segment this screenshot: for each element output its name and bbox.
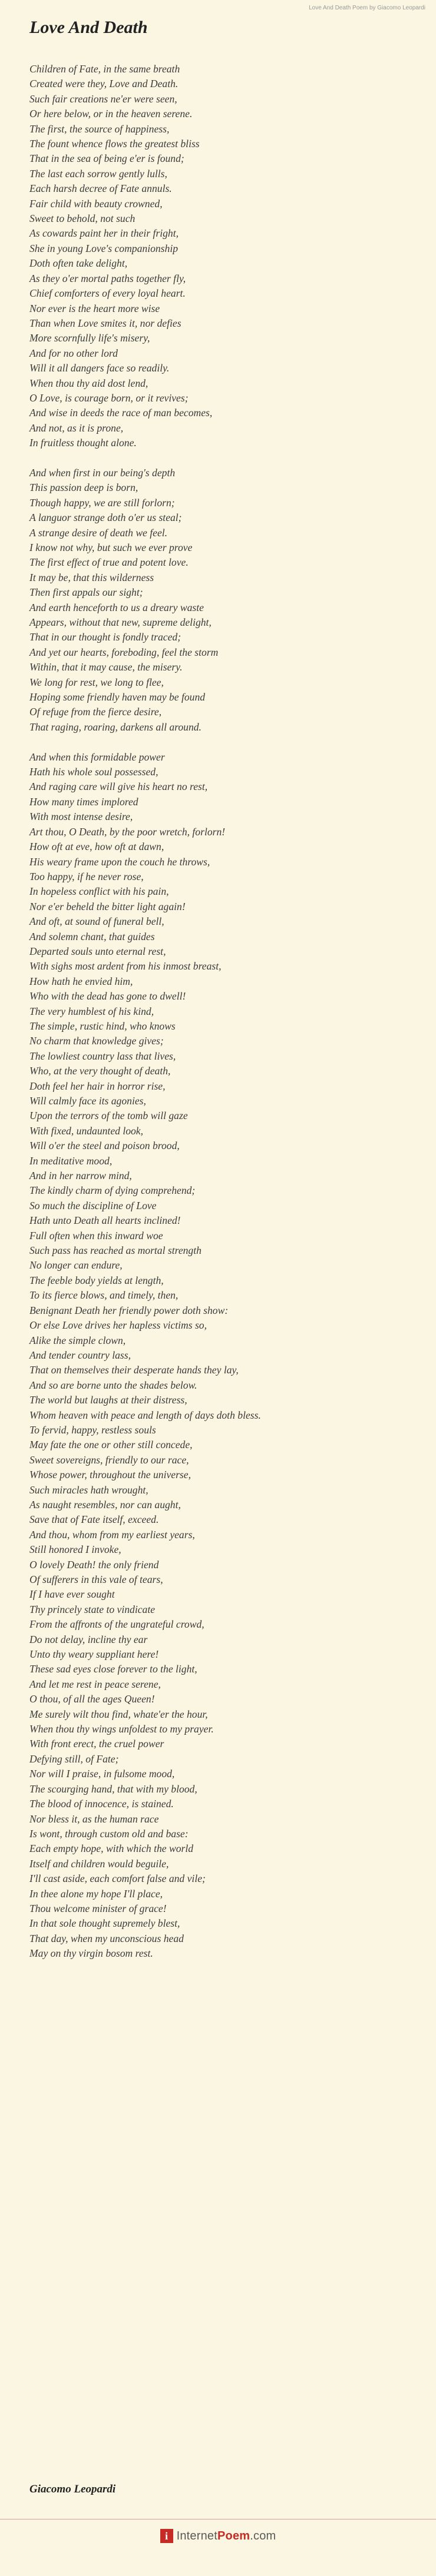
poem-line: Art thou, O Death, by the poor wretch, forlorn! xyxy=(29,825,226,838)
poem-line: Hoping some friendly haven may be found xyxy=(29,691,206,703)
poem-line: Each empty hope, with which the world xyxy=(29,1843,194,1855)
poem-line: More scornfully life's misery, xyxy=(29,332,150,344)
poem-line: I'll cast aside, each comfort false and vile; xyxy=(29,1873,206,1885)
poem-line: With front erect, the cruel power xyxy=(29,1738,164,1750)
poem-line: Than when Love smites it, nor defies xyxy=(29,317,181,329)
poem-title: Love And Death xyxy=(29,18,148,37)
poem-line: And wise in deeds the race of man becomes, xyxy=(29,407,213,419)
logo-mark-icon: i xyxy=(160,2529,173,2543)
poem-line: And when this formidable power xyxy=(29,751,165,763)
poem-line: And oft, at sound of funeral bell, xyxy=(29,915,164,928)
poem-line: O Love, is courage born, or it revives; xyxy=(29,391,189,404)
poem-line: When thou thy wings unfoldest to my prayer. xyxy=(29,1723,214,1735)
poem-line: And for no other lord xyxy=(29,347,118,359)
poem-line: As cowards paint her in their fright, xyxy=(29,227,179,240)
poem-line: In meditative mood, xyxy=(29,1154,113,1167)
poem-line: The fount whence flows the greatest bliss xyxy=(29,138,200,150)
logo-text xyxy=(177,2529,276,2543)
poem-line: That day, when my unconscious head xyxy=(29,1932,184,1944)
poem-line: Or here below, or in the heaven serene. xyxy=(29,108,193,120)
poem-line: Sweet sovereigns, friendly to our race, xyxy=(29,1453,189,1466)
poem-stanza xyxy=(29,466,418,735)
poem-line: Fair child with beauty crowned, xyxy=(29,197,163,210)
poem-line: Children of Fate, in the same breath xyxy=(29,63,180,75)
poem-line: I know not why, but such we ever prove xyxy=(29,541,193,553)
poem-line: In thee alone my hope I'll place, xyxy=(29,1887,163,1900)
poem-line: Then first appals our sight; xyxy=(29,586,143,599)
poem-line: And thou, whom from my earliest years, xyxy=(29,1528,195,1541)
poem-line: The first effect of true and potent love. xyxy=(29,556,189,569)
poem-line: Nor will I praise, in fulsome mood, xyxy=(29,1768,175,1780)
poem-line: Nor bless it, as the human race xyxy=(29,1813,159,1825)
poem-line: How hath he envied him, xyxy=(29,975,133,987)
poem-line: And raging care will give his heart no rest, xyxy=(29,781,208,793)
logo-prefix: Internet xyxy=(176,2529,218,2542)
poem-line: Alike the simple clown, xyxy=(29,1334,126,1346)
poem-line: Such pass has reached as mortal strength xyxy=(29,1244,202,1257)
poem-line: With most intense desire, xyxy=(29,811,133,823)
poem-line: If I have ever sought xyxy=(29,1588,115,1601)
poem-line: These sad eyes close forever to the light, xyxy=(29,1663,197,1675)
poem-line: In that sole thought supremely blest, xyxy=(29,1917,180,1930)
poem-line: The kindly charm of dying comprehend; xyxy=(29,1184,196,1197)
poem-line: Within, that it may cause, the misery. xyxy=(29,661,183,673)
poem-line: As naught resembles, nor can aught, xyxy=(29,1498,181,1511)
poem-line: This passion deep is born, xyxy=(29,482,138,494)
poem-line: Of refuge from the fierce desire, xyxy=(29,706,162,718)
poem-line: Or else Love drives her hapless victims so, xyxy=(29,1319,207,1332)
poem-line: And in her narrow mind, xyxy=(29,1170,132,1182)
poem-line: O lovely Death! the only friend xyxy=(29,1558,159,1571)
poem-line: To fervid, happy, restless souls xyxy=(29,1423,156,1436)
poem-body xyxy=(29,62,418,1976)
poem-line: Such miracles hath wrought, xyxy=(29,1483,148,1496)
poem-line: May on thy virgin bosom rest. xyxy=(29,1947,153,1960)
poem-line: With fixed, undaunted look, xyxy=(29,1124,144,1137)
poem-line: Whom heaven with peace and length of days doth bless. xyxy=(29,1409,261,1421)
poem-line: She in young Love's companionship xyxy=(29,242,178,254)
poem-line: Though happy, we are still forlorn; xyxy=(29,496,175,509)
poem-line: How many times implored xyxy=(29,795,138,808)
poem-line: Will it all dangers face so readily. xyxy=(29,362,170,374)
poem-line: Still honored I invoke, xyxy=(29,1543,121,1556)
poem-line: That on themselves their desperate hands they lay, xyxy=(29,1364,239,1376)
poem-line: Will o'er the steel and poison brood, xyxy=(29,1140,180,1152)
poem-line: Sweet to behold, not such xyxy=(29,213,136,225)
poem-line: As they o'er mortal paths together fly, xyxy=(29,272,186,284)
poem-line: Created were they, Love and Death. xyxy=(29,78,179,90)
poem-line: Unto thy weary suppliant here! xyxy=(29,1648,159,1661)
poem-line: Nor e'er beheld the bitter light again! xyxy=(29,900,186,912)
poem-line: Nor ever is the heart more wise xyxy=(29,302,160,314)
poem-line: No longer can endure, xyxy=(29,1259,123,1272)
poem-line: Upon the terrors of the tomb will gaze xyxy=(29,1110,188,1122)
poem-line: Itself and children would beguile, xyxy=(29,1857,169,1870)
poem-line: The last each sorrow gently lulls, xyxy=(29,167,167,180)
logo-accent: Poem xyxy=(217,2529,250,2542)
poem-line: The scourging hand, that with my blood, xyxy=(29,1782,197,1795)
poem-line: A strange desire of death we feel. xyxy=(29,526,168,539)
poem-line: And solemn chant, that guides xyxy=(29,930,155,942)
poem-line: The very humblest of his kind, xyxy=(29,1005,154,1017)
poem-line: Appears, without that new, supreme delight, xyxy=(29,616,212,629)
poem-line: Of sufferers in this vale of tears, xyxy=(29,1574,163,1585)
header-credit[interactable]: Love And Death Poem by Giacomo Leopardi xyxy=(309,5,425,11)
poem-stanza xyxy=(29,750,418,1961)
poem-line: Defying still, of Fate; xyxy=(29,1752,119,1765)
poem-line: Do not delay, incline thy ear xyxy=(29,1633,148,1645)
poem-line: That raging, roaring, darkens all around. xyxy=(29,721,202,733)
poem-line: O thou, of all the ages Queen! xyxy=(29,1693,155,1705)
site-logo[interactable] xyxy=(160,2529,276,2543)
poem-line: And when first in our being's depth xyxy=(29,466,176,479)
poem-line: Will calmly face its agonies, xyxy=(29,1095,146,1107)
site-footer xyxy=(0,2529,436,2576)
poem-line: With sighs most ardent from his inmost breast, xyxy=(29,960,222,972)
poem-line: Whose power, throughout the universe, xyxy=(29,1469,191,1481)
poem-line: The first, the source of happiness, xyxy=(29,122,170,135)
poem-line: Is wont, through custom old and base: xyxy=(29,1827,189,1840)
poem-line: From the affronts of the ungrateful crowd, xyxy=(29,1618,204,1631)
poem-line: The simple, rustic hind, who knows xyxy=(29,1020,176,1032)
poem-line: In fruitless thought alone. xyxy=(29,437,137,449)
poem-stanza xyxy=(29,62,418,451)
poem-line: And let me rest in peace serene, xyxy=(29,1678,161,1690)
poem-line: That in the sea of being e'er is found; xyxy=(29,152,184,165)
poem-line: Me surely wilt thou find, whate'er the hour, xyxy=(29,1708,208,1720)
poem-line: And not, as it is prone, xyxy=(29,421,124,434)
poem-line: And yet our hearts, foreboding, feel the storm xyxy=(29,646,219,658)
poem-line: Doth often take delight, xyxy=(29,257,128,270)
poem-line: The lowliest country lass that lives, xyxy=(29,1050,176,1062)
poem-line: Benignant Death her friendly power doth show: xyxy=(29,1304,229,1316)
poem-line: The feeble body yields at length, xyxy=(29,1274,164,1286)
poem-line: In hopeless conflict with his pain, xyxy=(29,885,169,898)
poem-line: Each harsh decree of Fate annuls. xyxy=(29,182,172,195)
poem-line: Chief comforters of every loyal heart. xyxy=(29,287,186,300)
poem-line: Save that of Fate itself, exceed. xyxy=(29,1513,159,1526)
poem-line: Hath his whole soul possessed, xyxy=(29,766,158,778)
poem-line: And earth henceforth to us a dreary waste xyxy=(29,601,204,613)
poem-line: So much the discipline of Love xyxy=(29,1199,157,1211)
poem-line: We long for rest, we long to flee, xyxy=(29,676,164,688)
poem-line: Doth feel her hair in horror rise, xyxy=(29,1080,166,1092)
poem-line: Too happy, if he never rose, xyxy=(29,870,144,882)
poem-line: Full often when this inward woe xyxy=(29,1229,163,1241)
poem-line: And tender country lass, xyxy=(29,1349,131,1361)
poem-line: The world but laughs at their distress, xyxy=(29,1394,187,1406)
poem-line: The blood of innocence, is stained. xyxy=(29,1798,174,1810)
poem-line: Thy princely state to vindicate xyxy=(29,1603,156,1615)
poem-line: When thou thy aid dost lend, xyxy=(29,377,148,389)
poem-line: Departed souls unto eternal rest, xyxy=(29,945,166,957)
poem-line: That in our thought is fondly traced; xyxy=(29,631,181,643)
poem-line: It may be, that this wilderness xyxy=(29,571,154,583)
poem-line: Who with the dead has gone to dwell! xyxy=(29,990,186,1002)
poem-line: Such fair creations ne'er were seen, xyxy=(29,92,177,105)
poem-line: May fate the one or other still concede, xyxy=(29,1439,193,1451)
poem-line: Who, at the very thought of death, xyxy=(29,1065,171,1077)
poem-author[interactable]: Giacomo Leopardi xyxy=(29,2483,116,2495)
poem-line: To its fierce blows, and timely, then, xyxy=(29,1289,179,1302)
poem-line: Thou welcome minister of grace! xyxy=(29,1902,167,1914)
logo-suffix: .com xyxy=(250,2529,276,2542)
poem-line: No charm that knowledge gives; xyxy=(29,1035,164,1047)
poem-line: His weary frame upon the couch he throws, xyxy=(29,855,210,868)
poem-line: And so are borne unto the shades below. xyxy=(29,1379,197,1391)
poem-line: How oft at eve, how oft at dawn, xyxy=(29,841,164,853)
poem-line: A languor strange doth o'er us steal; xyxy=(29,512,182,524)
poem-line: Hath unto Death all hearts inclined! xyxy=(29,1214,181,1227)
